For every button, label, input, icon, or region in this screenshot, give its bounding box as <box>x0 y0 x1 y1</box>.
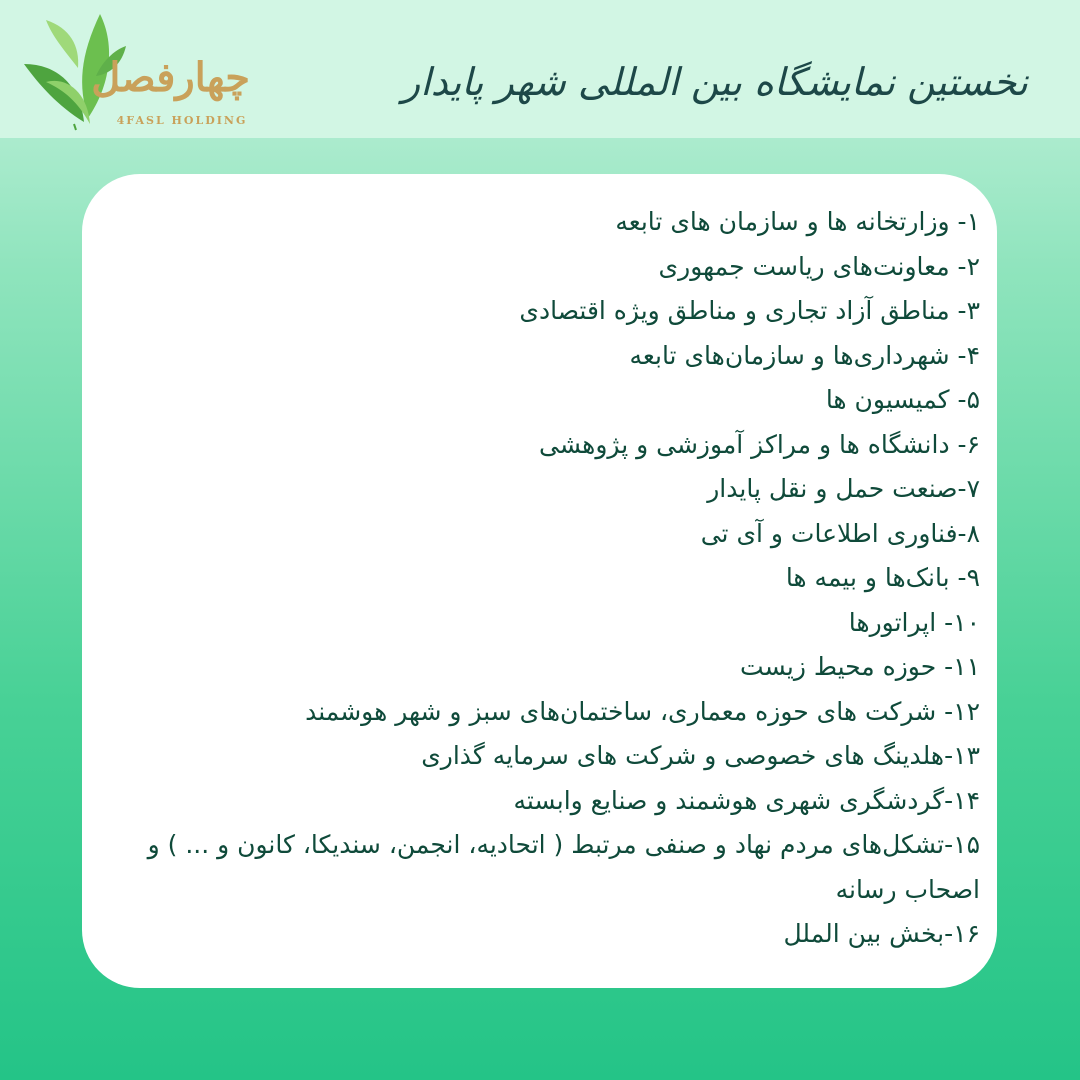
logo-subtitle: 4FASL HOLDING <box>116 114 248 127</box>
list-item: ۴- شهرداری‌ها و سازمان‌های تابعه <box>629 340 980 370</box>
list-item: ۱۵-تشکل‌های مردم نهاد و صنفی مرتبط ( اتحادیه، انجمن، سندیکا، کانون و ... ) و اصحاب رسانه <box>147 830 980 904</box>
list-item: ۸-فناوری اطلاعات و آی تی <box>700 518 980 548</box>
company-logo <box>18 6 248 131</box>
logo-wordmark: چهارفصل <box>91 54 250 101</box>
list-item: ۲- معاونت‌های ریاست جمهوری <box>658 251 980 281</box>
list-item: ۱۲- شرکت های حوزه معماری، ساختمان‌های سبز و شهر هوشمند <box>305 696 980 726</box>
list-item: ۱۶-بخش بین الملل <box>783 919 980 948</box>
list-item: ۹- بانک‌ها و بیمه ها <box>785 563 980 592</box>
list-item: ۶- دانشگاه ها و مراکز آموزشی و پژوهشی <box>539 429 980 459</box>
list-item: ۱- وزارتخانه ها و سازمان های تابعه <box>615 207 980 236</box>
list-item: ۱۴-گردشگری شهری هوشمند و صنایع وابسته <box>513 785 980 815</box>
participants-list <box>90 200 980 957</box>
list-item: ۱۳-هلدینگ های خصوصی و شرکت های سرمایه گذاری <box>421 741 980 770</box>
list-item: ۷-صنعت حمل و نقل پایدار <box>707 474 980 503</box>
list-item: ۱۱- حوزه محیط زیست <box>740 652 980 681</box>
list-item: ۵- کمیسیون ها <box>825 385 980 414</box>
page-title: نخستین نمایشگاه بین المللی شهر پایدار <box>401 60 1028 104</box>
list-item: ۱۰- اپراتورها <box>848 607 980 637</box>
list-item: ۳- مناطق آزاد تجاری و مناطق ویژه اقتصادی <box>519 296 980 325</box>
